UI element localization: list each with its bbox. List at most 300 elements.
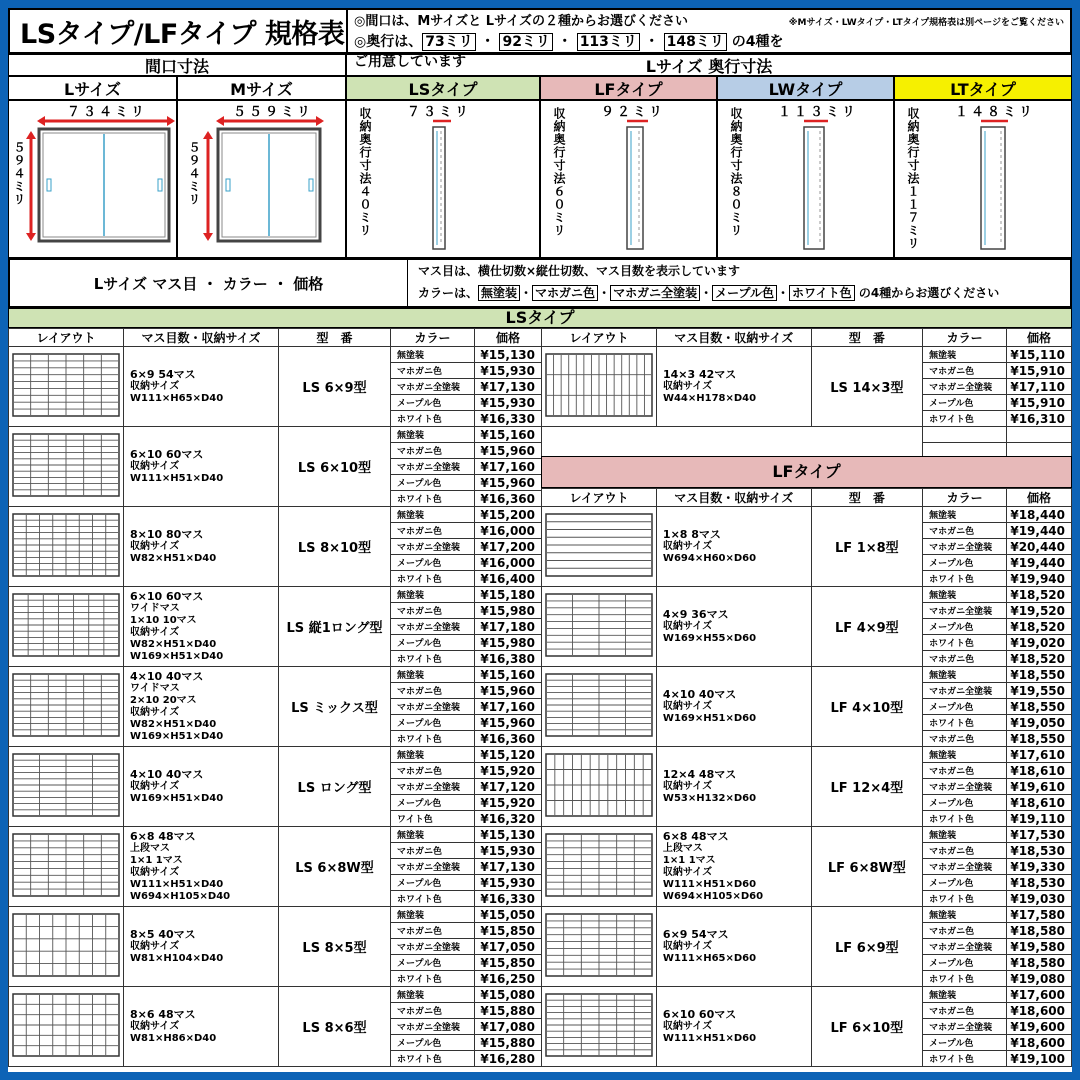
spec-line: 2×10 20マス [130,694,197,706]
frontage-heading: 間口寸法 [8,54,346,76]
color-name: 無塗装 [391,987,475,1003]
color-name: マホガニ色 [391,523,475,539]
spec-line: W111×H51×D40 [130,878,224,890]
price-value: ¥17,110 [1007,379,1072,395]
shelf-layout-drawing [545,673,653,737]
depth-heading: Lサイズ 奥行寸法 [346,54,1072,76]
header-price: 価格 [1007,489,1072,507]
price-row [9,747,542,763]
header-price: 価格 [1007,329,1072,347]
price-value: ¥15,130 [475,827,542,843]
spec-line: W694×H105×D40 [130,890,231,902]
layout-cell [9,987,124,1067]
price-value: ¥18,550 [1007,731,1072,747]
price-row [9,587,542,603]
price-value: ¥17,610 [1007,747,1072,763]
price-value: ¥15,960 [475,683,542,699]
inner-depth-label: 収納奥行寸法１１７ミリ [906,107,920,250]
price-value: ¥16,360 [475,731,542,747]
layout-cell [9,667,124,747]
spec-line: 収納サイズ [130,706,180,718]
color-name: マホガニ色 [923,523,1007,539]
price-value: ¥15,980 [475,635,542,651]
price-row [9,427,542,443]
color-option-unpainted: 無塗装 [478,285,520,301]
spec-line: W111×H51×D60 [662,878,757,890]
spec-line: W81×H104×D40 [130,952,224,964]
model-number: LS ミックス型 [279,667,391,747]
table-header-row [542,489,1072,507]
price-value: ¥19,080 [1007,971,1072,987]
color-name: マホガニ全塗装 [391,859,475,875]
price-value: ¥18,580 [1007,923,1072,939]
spec-line: 8×5 40マス [130,927,196,941]
price-value: ¥17,580 [1007,907,1072,923]
color-name: メープル色 [391,795,475,811]
depth-type-label: LTタイプ [894,76,1072,100]
shelf-layout-drawing [545,513,653,577]
lf-price-table [541,488,1072,1067]
shelf-layout-drawing [545,353,653,417]
note-depth-suffix: の4種をご用意しています [354,34,784,70]
color-note-prefix: カラーは、 [418,286,479,300]
shelf-layout-drawing [545,993,653,1057]
spec-line: 収納サイズ [662,1020,713,1032]
color-name: ホワイト色 [391,571,475,587]
price-value: ¥19,610 [1007,779,1072,795]
color-name: メープル色 [923,619,1007,635]
price-value: ¥17,050 [475,939,542,955]
price-section-header [8,258,1072,308]
header-model: 型 番 [811,489,923,507]
color-name: マホガニ色 [391,923,475,939]
shelf-layout-drawing [12,753,120,817]
color-name: マホガニ全塗装 [923,379,1007,395]
color-name: マホガニ全塗装 [391,779,475,795]
model-number: LS 14×3型 [811,347,923,427]
price-value: ¥18,580 [1007,955,1072,971]
price-value: ¥19,600 [1007,1019,1072,1035]
price-value: ¥15,110 [1007,347,1072,363]
m-size-label: Mサイズ [177,76,346,100]
layout-cell [9,347,124,427]
color-name: マホガニ全塗装 [391,619,475,635]
color-name: 無塗装 [391,747,475,763]
spec-line: W111×H65×D60 [662,952,757,964]
l-width-label: ７３４ミリ [67,105,148,120]
color-name: ホワイト色 [923,811,1007,827]
price-value: ¥18,530 [1007,843,1072,859]
color-name: マホガニ色 [391,1003,475,1019]
spec-cell [656,587,811,667]
price-value: ¥19,580 [1007,939,1072,955]
spec-line: 12×4 48マス [662,767,737,781]
spec-line: W694×H60×D60 [662,552,757,564]
spec-cell [656,747,811,827]
layout-cell [9,507,124,587]
shelf-layout-drawing [12,593,120,657]
shelf-layout-drawing [545,593,653,657]
color-name: ホワイト色 [391,651,475,667]
depth-73: 73ミリ [422,33,475,51]
price-value: ¥19,030 [1007,891,1072,907]
layout-cell [542,827,657,907]
price-value: ¥15,930 [475,363,542,379]
model-number: LF 6×8W型 [811,827,923,907]
color-option-white: ホワイト色 [789,285,855,301]
price-value: ¥19,020 [1007,635,1072,651]
color-name: 無塗装 [391,667,475,683]
color-name: マホガニ全塗装 [923,603,1007,619]
spec-cell [124,827,279,907]
spec-line: W82×H51×D40 [130,638,217,650]
price-value: ¥20,440 [1007,539,1072,555]
price-value: ¥17,160 [475,459,542,475]
layout-cell [9,827,124,907]
color-name: メープル色 [391,715,475,731]
spec-cell [124,507,279,587]
color-name: メープル色 [391,555,475,571]
price-value: ¥15,080 [475,987,542,1003]
color-name: メープル色 [923,795,1007,811]
spec-line: W111×H51×D40 [130,472,224,484]
spec-line: 上段マス [662,842,703,854]
color-name: マホガニ色 [391,763,475,779]
price-value: ¥15,930 [475,875,542,891]
header-layout: レイアウト [542,489,657,507]
price-row [542,827,1072,843]
spec-line: 6×10 60マス [662,1007,737,1021]
price-value: ¥17,180 [475,619,542,635]
spec-line: 1×10 10マス [130,614,197,626]
price-value: ¥18,610 [1007,763,1072,779]
spec-line: 6×8 48マス [130,829,196,843]
spec-line: ワイドマス [130,602,180,614]
color-name: マホガニ全塗装 [391,1019,475,1035]
price-row [542,987,1072,1003]
ls-price-table [8,328,542,1067]
price-value: ¥16,330 [475,891,542,907]
price-value: ¥17,130 [475,859,542,875]
depth-type-diagram [717,100,894,258]
header-layout: レイアウト [542,329,657,347]
spec-line: 6×9 54マス [662,927,729,941]
header-spec: マス目数・収納サイズ [124,329,279,347]
shelf-layout-drawing [12,833,120,897]
spec-cell [656,907,811,987]
spec-line: 収納サイズ [662,866,713,878]
m-size-diagram [177,100,346,258]
model-number: LF 4×10型 [811,667,923,747]
spec-cell [124,907,279,987]
color-name: ワイト色 [391,811,475,827]
color-option-mahogany: マホガニ色 [532,285,598,301]
color-name: 無塗装 [923,587,1007,603]
color-name: ホワイト色 [923,571,1007,587]
color-name: メープル色 [391,635,475,651]
color-name: マホガニ色 [923,763,1007,779]
layout-cell [542,907,657,987]
m-frame-drawing [178,101,347,259]
color-name: マホガニ全塗装 [391,939,475,955]
price-value: ¥18,530 [1007,875,1072,891]
spec-line: 6×10 60マス [130,447,204,461]
price-value: ¥18,610 [1007,795,1072,811]
spec-line: 4×10 40マス [130,767,204,781]
price-value: ¥15,130 [475,347,542,363]
spec-cell [656,987,811,1067]
model-number: LF 4×9型 [811,587,923,667]
price-row [542,667,1072,683]
model-number: LF 12×4型 [811,747,923,827]
model-number: LS 6×8W型 [279,827,391,907]
price-value: ¥16,400 [475,571,542,587]
header-price: 価格 [475,329,542,347]
spec-line: W169×H51×D60 [662,712,757,724]
spec-line: 6×9 54マス [130,367,196,381]
color-name: 無塗装 [923,507,1007,523]
price-value: ¥17,130 [475,379,542,395]
price-value: ¥17,160 [475,699,542,715]
spec-line: 8×10 80マス [130,527,204,541]
table-header-row [542,329,1072,347]
spec-line: 収納サイズ [130,380,180,392]
inner-depth-label: 収納奥行寸法４０ミリ [358,107,372,237]
price-value: ¥15,850 [475,955,542,971]
spec-line: 収納サイズ [130,1020,180,1032]
spec-cell [656,667,811,747]
layout-cell [9,427,124,507]
inner-depth-label: 収納奥行寸法８０ミリ [729,107,743,237]
spec-line: 4×10 40マス [662,687,737,701]
price-value: ¥18,600 [1007,1003,1072,1019]
price-value: ¥15,200 [475,507,542,523]
price-value: ¥18,520 [1007,651,1072,667]
spec-line: 収納サイズ [662,700,713,712]
price-value: ¥17,600 [1007,987,1072,1003]
header-spec: マス目数・収納サイズ [656,329,811,347]
price-row [542,587,1072,603]
depth-label: ９２ミリ [601,105,666,120]
model-number: LF 6×10型 [811,987,923,1067]
price-value: ¥15,180 [475,587,542,603]
depth-type-label: LWタイプ [717,76,894,100]
color-name: マホガニ全塗装 [391,539,475,555]
price-value: ¥15,960 [475,715,542,731]
spec-line: 8×6 48マス [130,1007,196,1021]
price-value: ¥16,310 [1007,411,1072,427]
header-color: カラー [923,489,1007,507]
spec-line: W82×H51×D40 [130,552,217,564]
price-value: ¥17,120 [475,779,542,795]
price-value: ¥19,050 [1007,715,1072,731]
price-value: ¥15,920 [475,795,542,811]
color-name: マホガニ色 [391,843,475,859]
layout-cell [9,747,124,827]
price-value: ¥18,520 [1007,619,1072,635]
shelf-layout-drawing [12,433,120,497]
shelf-layout-drawing [545,753,653,817]
header-model: 型 番 [279,329,391,347]
model-number: LS 8×5型 [279,907,391,987]
shelf-layout-drawing [12,353,120,417]
spec-line: W169×H51×D40 [130,792,224,804]
spec-line: 1×1 1マス [662,854,716,866]
price-value: ¥19,940 [1007,571,1072,587]
depth-type-diagram [894,100,1072,258]
blank-cell [1007,427,1072,443]
spec-line: 収納サイズ [130,866,180,878]
color-name: 無塗装 [923,667,1007,683]
color-name: メープル色 [923,395,1007,411]
spec-cell [656,507,811,587]
spec-line: 6×10 60マス [130,589,204,603]
lf-type-band: LFタイプ [541,456,1072,488]
spec-line: W694×H105×D60 [662,890,764,902]
price-value: ¥19,110 [1007,811,1072,827]
grid-note: マス目は、横仕切数×縦仕切数、マス目数を表示しています [418,264,741,278]
layout-cell [542,587,657,667]
color-name: 無塗装 [391,827,475,843]
note-frontage: ◎間口は、Mサイズと Lサイズの２種からお選びください [354,14,689,29]
spec-sheet [8,8,1072,1072]
l-frame-drawing [9,101,178,259]
price-row [9,827,542,843]
price-value: ¥16,320 [475,811,542,827]
price-value: ¥18,600 [1007,1035,1072,1051]
color-name: ホワイト色 [391,731,475,747]
depth-type-diagram [540,100,717,258]
color-name: ホワイト色 [391,491,475,507]
depth-side-drawing [347,101,541,259]
spec-line: 収納サイズ [130,940,180,952]
spec-line: 収納サイズ [130,460,180,472]
color-name: マホガニ色 [923,1003,1007,1019]
price-value: ¥16,250 [475,971,542,987]
price-value: ¥15,930 [475,395,542,411]
price-value: ¥17,530 [1007,827,1072,843]
price-row [542,747,1072,763]
table-header-row [9,329,542,347]
spec-line: 4×10 40マス [130,669,204,683]
color-name: 無塗装 [923,827,1007,843]
price-value: ¥16,280 [475,1051,542,1067]
color-name: ホワイト色 [391,1051,475,1067]
layout-cell [542,667,657,747]
color-name: メープル色 [391,475,475,491]
color-name: メープル色 [923,875,1007,891]
spec-line: W111×H65×D40 [130,392,224,404]
color-name: マホガニ色 [391,603,475,619]
depth-type-label: LFタイプ [540,76,717,100]
depth-label: １１３ミリ [778,105,859,120]
color-name: マホガニ全塗装 [391,699,475,715]
price-row [9,507,542,523]
price-value: ¥15,160 [475,667,542,683]
layout-cell [9,907,124,987]
price-value: ¥19,100 [1007,1051,1072,1067]
color-name: マホガニ全塗装 [923,539,1007,555]
price-value: ¥18,520 [1007,587,1072,603]
price-row [542,907,1072,923]
l-height-label: ５９４ミリ [12,141,26,206]
spec-line: W169×H51×D40 [130,650,224,662]
spec-line: 収納サイズ [662,940,713,952]
shelf-layout-drawing [545,833,653,897]
spec-line: 収納サイズ [130,540,180,552]
spec-line: 収納サイズ [662,540,713,552]
spec-cell [124,987,279,1067]
header-color: カラー [923,329,1007,347]
price-value: ¥15,910 [1007,395,1072,411]
spec-line: 1×1 1マス [130,854,183,866]
color-name: メープル色 [391,955,475,971]
spec-line: 収納サイズ [130,780,180,792]
price-row [9,667,542,683]
color-name: メープル色 [923,699,1007,715]
price-value: ¥19,440 [1007,523,1072,539]
spec-line: W82×H51×D40 [130,718,217,730]
page-title: LSタイプ/LFタイプ 規格表 [8,8,348,54]
price-section-heading: Lサイズ マス目 ・ カラー ・ 価格 [10,260,408,306]
price-value: ¥16,330 [475,411,542,427]
price-value: ¥19,440 [1007,555,1072,571]
blank-row [542,427,1072,443]
spec-line: 収納サイズ [130,626,180,638]
layout-cell [542,507,657,587]
price-row [9,987,542,1003]
color-name: 無塗装 [391,587,475,603]
color-name: マホガニ全塗装 [923,859,1007,875]
spec-cell [124,587,279,667]
depth-92: 92ミリ [499,33,552,51]
color-name: マホガニ全塗装 [391,379,475,395]
spec-line: W169×H55×D60 [662,632,757,644]
color-name: ホワイト色 [923,635,1007,651]
ls-type-band: LSタイプ [8,308,1072,328]
spec-line: 1×8 8マス [662,527,721,541]
color-name: メープル色 [923,1035,1007,1051]
price-value: ¥15,880 [475,1035,542,1051]
color-name: マホガニ色 [923,731,1007,747]
spec-cell [124,347,279,427]
model-number: LS 8×10型 [279,507,391,587]
color-name: 無塗装 [391,427,475,443]
l-size-diagram [8,100,177,258]
price-row [9,347,542,363]
color-name: 無塗装 [923,907,1007,923]
shelf-layout-drawing [12,673,120,737]
price-value: ¥15,930 [475,843,542,859]
color-name: 無塗装 [923,747,1007,763]
header-color: カラー [391,329,475,347]
price-value: ¥15,160 [475,427,542,443]
model-number: LS ロング型 [279,747,391,827]
color-name: 無塗装 [391,347,475,363]
spec-cell [124,427,279,507]
price-value: ¥15,920 [475,763,542,779]
header-spec: マス目数・収納サイズ [656,489,811,507]
l-size-label: Lサイズ [8,76,177,100]
spec-line: 6×8 48マス [662,829,729,843]
inner-depth-label: 収納奥行寸法６０ミリ [552,107,566,237]
color-note: カラーは、 無塗装 ・ マホガニ色 ・ マホガニ全塗装 ・ メープル色 ・ ホワイト色 の4種からお選びください [418,286,1000,300]
spec-cell [656,347,811,427]
color-name: 無塗装 [391,907,475,923]
price-value: ¥15,850 [475,923,542,939]
spec-line: ワイドマス [130,682,180,694]
header-notes: ◎間口は、Mサイズと Lサイズの２種からお選びください ※Mサイズ・LWタイプ・LTタイプ規格表は別ページをご覧ください ◎奥行は、 73ミリ ・ 92ミリ ・ 113ミリ ・ 148ミリ の4種をご用意しています [348,8,1072,54]
